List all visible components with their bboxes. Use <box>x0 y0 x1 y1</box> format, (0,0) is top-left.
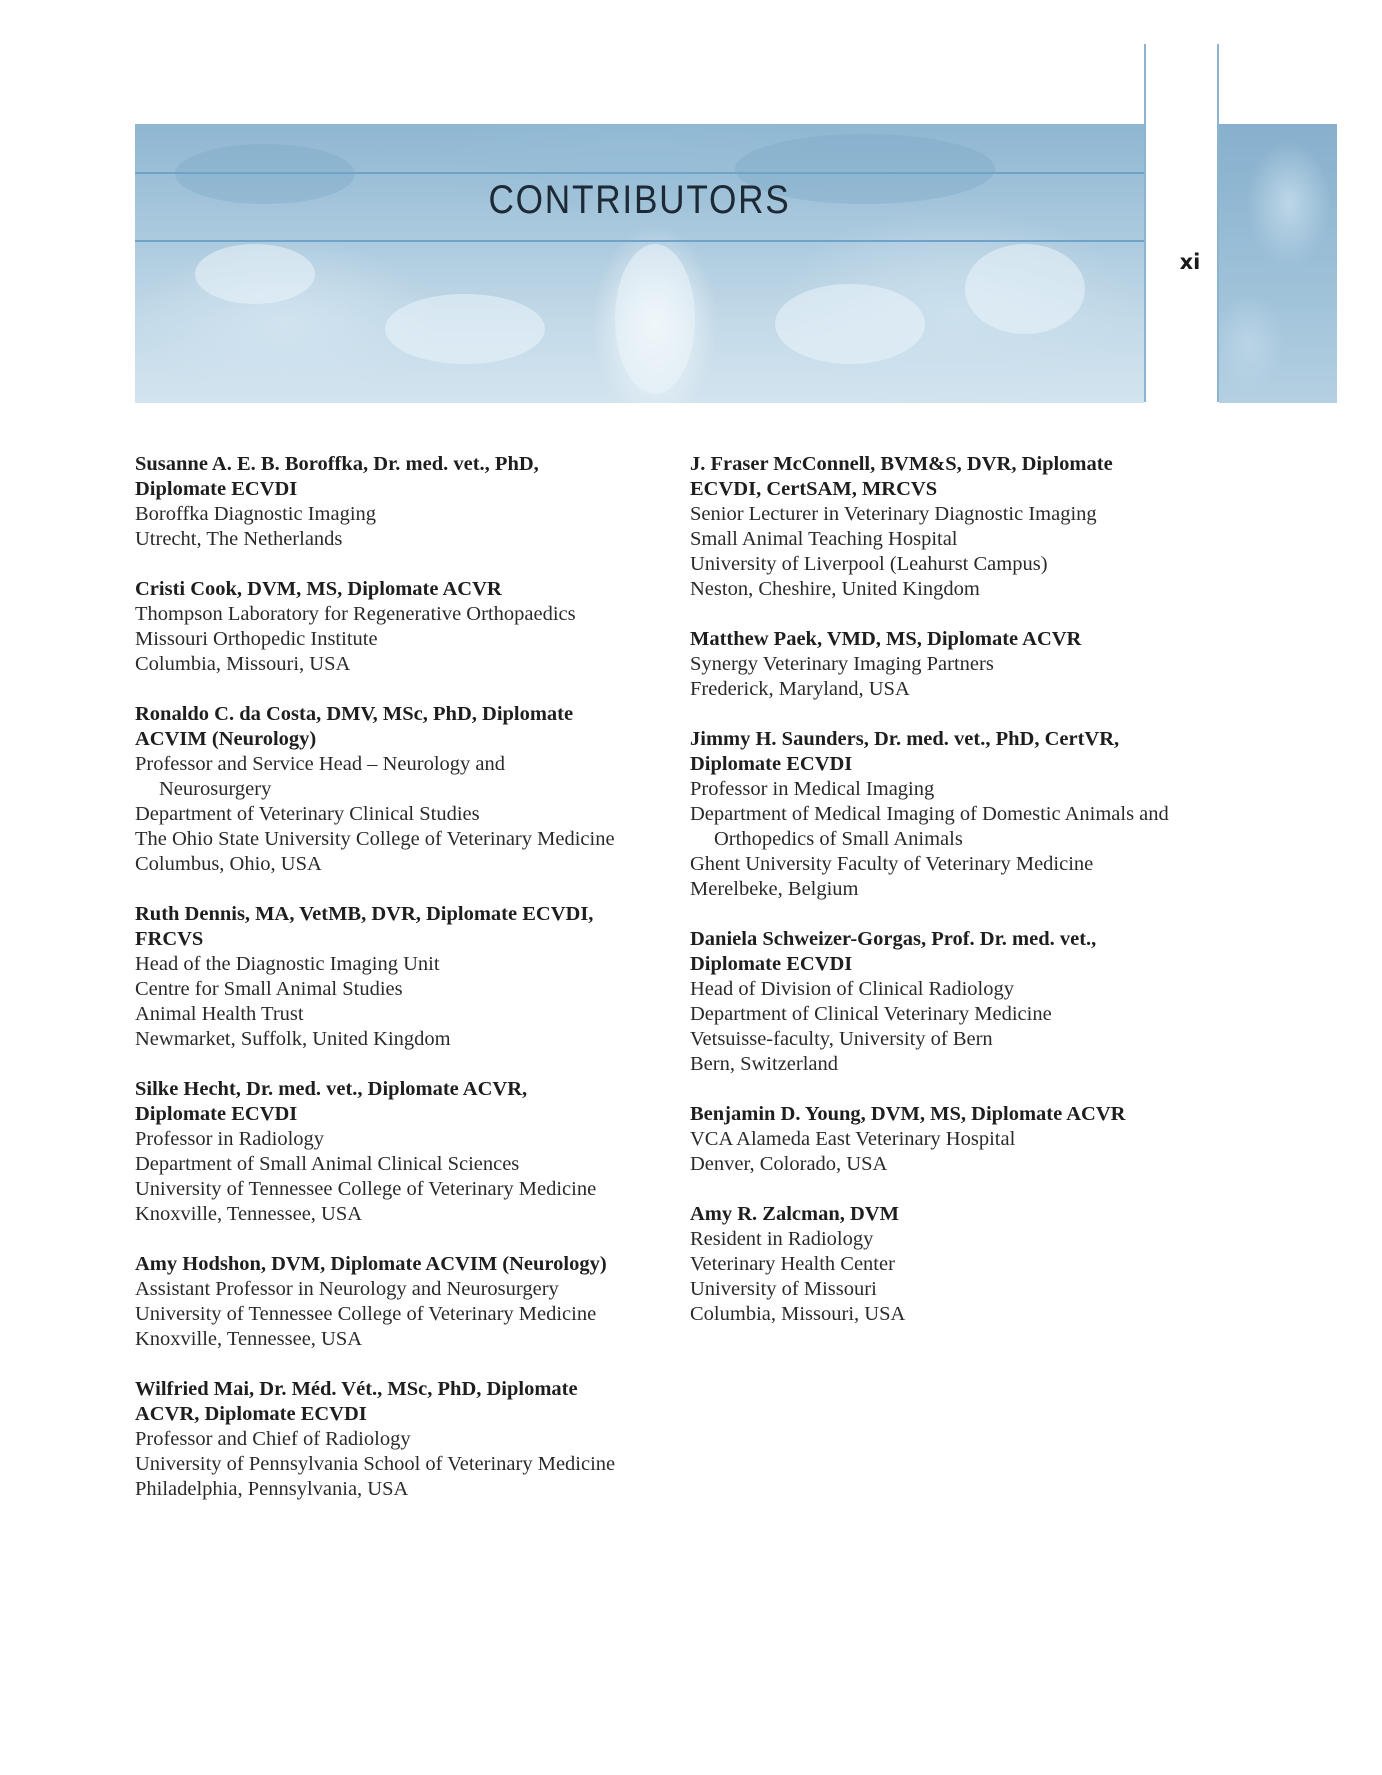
contributor-affiliation: Professor and Service Head – Neurology and <box>135 753 506 775</box>
contributor-affiliation: Resident in Radiology <box>690 1228 874 1250</box>
contributor-affiliation: University of Pennsylvania School of Veterinary Medicine <box>135 1453 616 1475</box>
contributor-affiliation: Newmarket, Suffolk, United Kingdom <box>135 1028 451 1050</box>
contributor-affiliation: Department of Small Animal Clinical Sciences <box>135 1153 520 1175</box>
contributor-entry <box>690 927 1250 1077</box>
header-rule-bottom <box>135 240 1144 242</box>
contributor-affiliation: Assistant Professor in Neurology and Neurosurgery <box>135 1278 559 1300</box>
contributor-affiliation: Denver, Colorado, USA <box>690 1153 888 1175</box>
contributor-affiliation: Vetsuisse-faculty, University of Bern <box>690 1028 993 1050</box>
contributor-affiliation: Orthopedics of Small Animals <box>714 828 963 850</box>
contributor-affiliation: Department of Clinical Veterinary Medicine <box>690 1003 1052 1025</box>
contributor-affiliation: University of Tennessee College of Veterinary Medicine <box>135 1178 597 1200</box>
contributor-affiliation: Department of Veterinary Clinical Studies <box>135 803 480 825</box>
contributor-name: Benjamin D. Young, DVM, MS, Diplomate ACVR <box>690 1103 1126 1125</box>
contributors-column-right <box>690 452 1250 1352</box>
contributor-affiliation: Neston, Cheshire, United Kingdom <box>690 578 980 600</box>
contributor-affiliation: Boroffka Diagnostic Imaging <box>135 503 377 525</box>
contributor-name: Amy R. Zalcman, DVM <box>690 1203 899 1225</box>
contributor-name: Diplomate ECVDI <box>135 478 298 500</box>
contributor-affiliation: Frederick, Maryland, USA <box>690 678 910 700</box>
page-number: xi <box>1179 250 1201 274</box>
contributor-affiliation: Small Animal Teaching Hospital <box>690 528 958 550</box>
contributor-affiliation: Ghent University Faculty of Veterinary Medicine <box>690 853 1094 875</box>
contributor-affiliation: Bern, Switzerland <box>690 1053 839 1075</box>
contributor-name: Wilfried Mai, Dr. Méd. Vét., MSc, PhD, Diplomate <box>135 1378 578 1400</box>
contributor-name: FRCVS <box>135 928 204 950</box>
page-title: CONTRIBUTORS <box>488 178 791 222</box>
contributor-affiliation: Merelbeke, Belgium <box>690 878 859 900</box>
contributor-entry <box>135 902 675 1052</box>
contributor-name: Diplomate ECVDI <box>135 1103 298 1125</box>
contributor-affiliation: Columbus, Ohio, USA <box>135 853 322 875</box>
contributor-entry <box>135 452 675 552</box>
contributor-affiliation: Professor and Chief of Radiology <box>135 1428 411 1450</box>
contributor-name: Cristi Cook, DVM, MS, Diplomate ACVR <box>135 578 502 600</box>
contributor-affiliation: Centre for Small Animal Studies <box>135 978 403 1000</box>
contributor-entry <box>690 727 1250 902</box>
contributor-entry <box>690 1202 1250 1327</box>
contributor-entry <box>690 452 1250 602</box>
contributor-entry <box>135 1252 675 1352</box>
contributors-column-left <box>135 452 675 1527</box>
contributor-affiliation: Head of Division of Clinical Radiology <box>690 978 1014 1000</box>
contributor-affiliation: Senior Lecturer in Veterinary Diagnostic Imaging <box>690 503 1097 525</box>
header-banner <box>135 124 1144 403</box>
contributor-name: ACVIM (Neurology) <box>135 728 317 750</box>
contributor-affiliation: University of Missouri <box>690 1278 877 1300</box>
contributor-name: Amy Hodshon, DVM, Diplomate ACVIM (Neurology) <box>135 1253 607 1275</box>
contributor-name: Diplomate ECVDI <box>690 753 853 775</box>
contributor-entry <box>690 1102 1250 1177</box>
contributor-name: ECVDI, CertSAM, MRCVS <box>690 478 938 500</box>
contributor-affiliation: Columbia, Missouri, USA <box>690 1303 906 1325</box>
side-tab-decoration <box>1219 124 1337 403</box>
contributor-affiliation: Veterinary Health Center <box>690 1253 895 1275</box>
contributor-name: Susanne A. E. B. Boroffka, Dr. med. vet., PhD, <box>135 453 539 475</box>
contributor-affiliation: Animal Health Trust <box>135 1003 304 1025</box>
header-rule-top <box>135 172 1144 174</box>
contributor-affiliation: Knoxville, Tennessee, USA <box>135 1328 363 1350</box>
contributor-name: Silke Hecht, Dr. med. vet., Diplomate ACVR, <box>135 1078 528 1100</box>
contributor-affiliation: Thompson Laboratory for Regenerative Orthopaedics <box>135 603 576 625</box>
contributor-name: Ruth Dennis, MA, VetMB, DVR, Diplomate ECVDI, <box>135 903 594 925</box>
contributor-affiliation: Head of the Diagnostic Imaging Unit <box>135 953 440 975</box>
contributor-affiliation: University of Liverpool (Leahurst Campus) <box>690 553 1048 575</box>
contributor-affiliation: The Ohio State University College of Veterinary Medicine <box>135 828 615 850</box>
divider-line-left <box>1144 44 1146 402</box>
contributor-name: J. Fraser McConnell, BVM&S, DVR, Diplomate <box>690 453 1113 475</box>
contributor-affiliation: Utrecht, The Netherlands <box>135 528 343 550</box>
contributor-name: Ronaldo C. da Costa, DMV, MSc, PhD, Diplomate <box>135 703 574 725</box>
contributor-affiliation: Professor in Radiology <box>135 1128 325 1150</box>
contributor-affiliation: Missouri Orthopedic Institute <box>135 628 378 650</box>
contributor-name: Diplomate ECVDI <box>690 953 853 975</box>
contributor-name: Jimmy H. Saunders, Dr. med. vet., PhD, CertVR, <box>690 728 1120 750</box>
contributor-affiliation: Synergy Veterinary Imaging Partners <box>690 653 994 675</box>
contributor-affiliation: Knoxville, Tennessee, USA <box>135 1203 363 1225</box>
contributor-affiliation: Professor in Medical Imaging <box>690 778 935 800</box>
contributor-affiliation: Department of Medical Imaging of Domestic Animals and <box>690 803 1169 825</box>
contributor-name: Daniela Schweizer-Gorgas, Prof. Dr. med. vet., <box>690 928 1097 950</box>
contributor-entry <box>135 1377 675 1502</box>
contributor-affiliation: Columbia, Missouri, USA <box>135 653 351 675</box>
contributor-affiliation: VCA Alameda East Veterinary Hospital <box>690 1128 1016 1150</box>
contributor-name: Matthew Paek, VMD, MS, Diplomate ACVR <box>690 628 1082 650</box>
contributor-name: ACVR, Diplomate ECVDI <box>135 1403 367 1425</box>
contributor-affiliation: Neurosurgery <box>159 778 272 800</box>
contributor-entry <box>135 1077 675 1227</box>
contributor-affiliation: University of Tennessee College of Veterinary Medicine <box>135 1303 597 1325</box>
contributor-entry <box>690 627 1250 702</box>
contributor-affiliation: Philadelphia, Pennsylvania, USA <box>135 1478 409 1500</box>
contributor-entry <box>135 702 675 877</box>
contributor-entry <box>135 577 675 677</box>
